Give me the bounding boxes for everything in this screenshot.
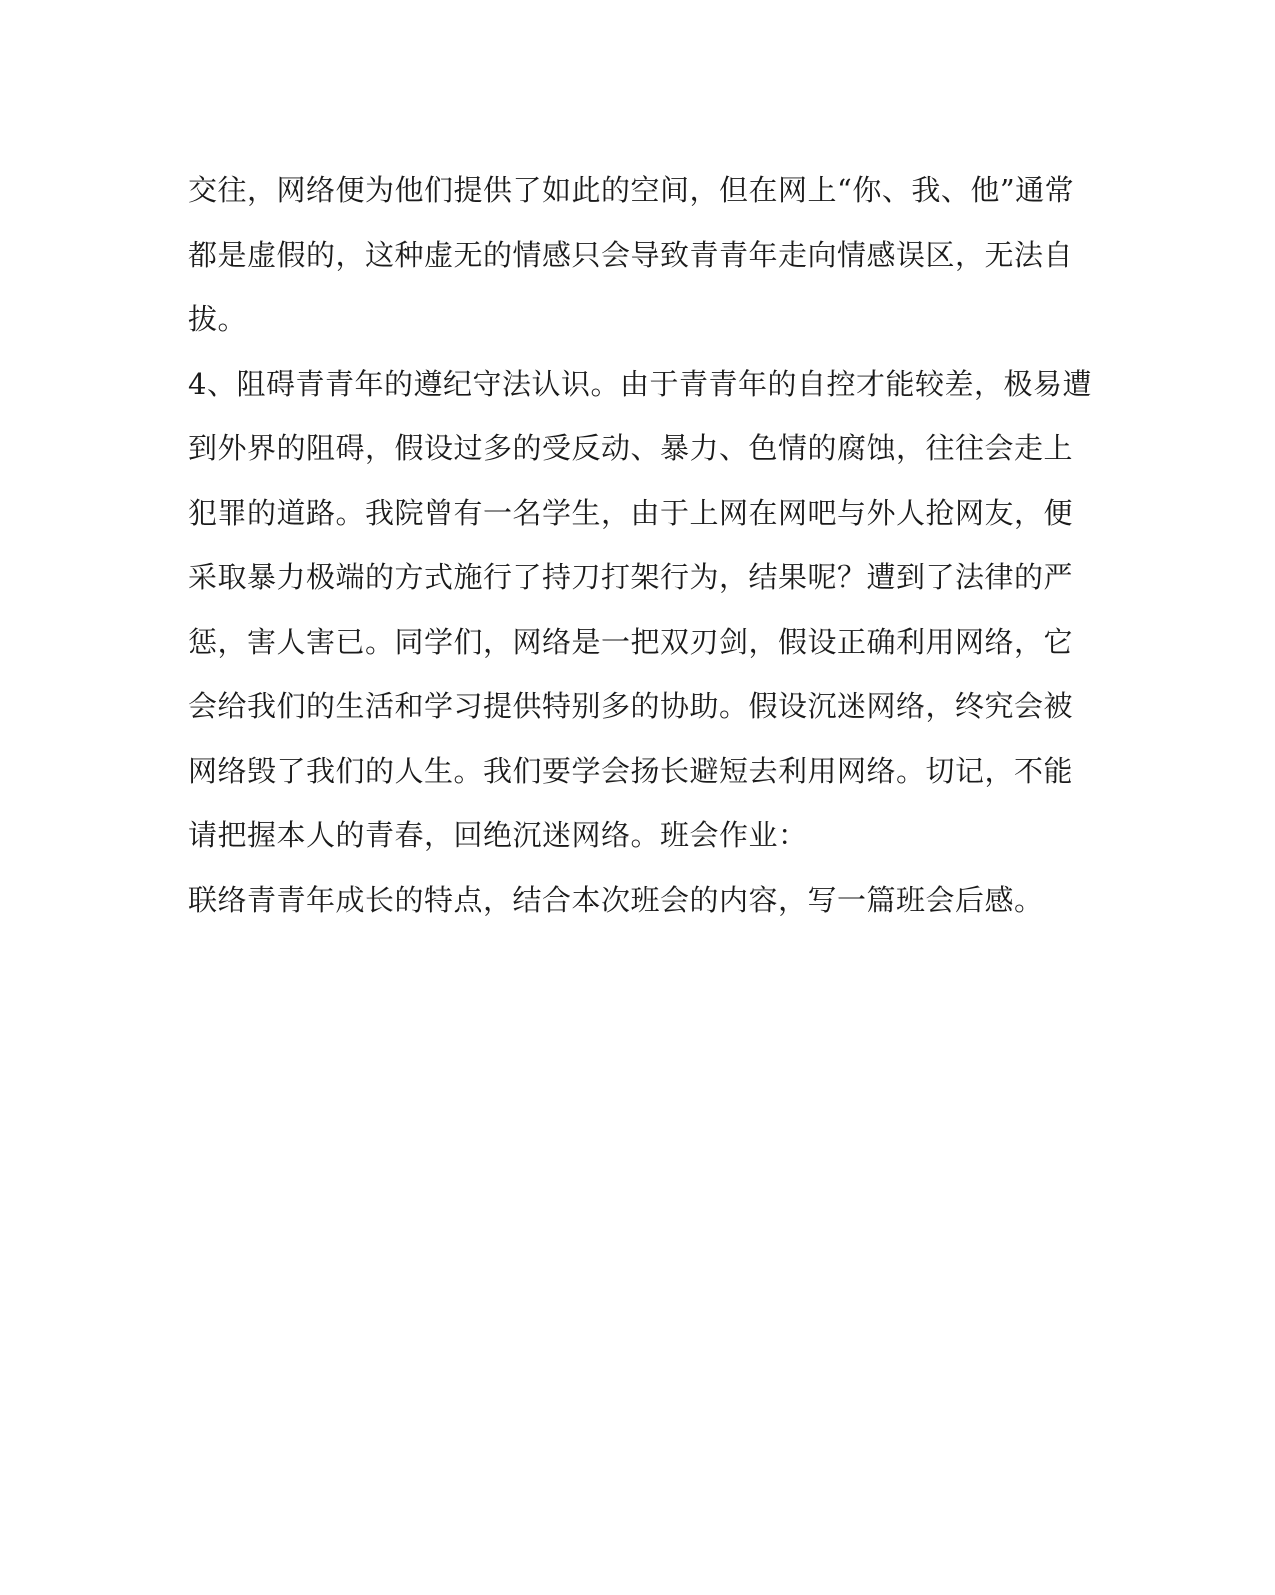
text-line: 网络毁了我们的人生。我们要学会扬长避短去利用网络。切记，不能 <box>188 753 1074 788</box>
text-line: 会给我们的生活和学习提供特别多的协助。假设沉迷网络，终究会被 <box>188 689 1074 723</box>
text-line: 4、阻碍青青年的遵纪守法认识。由于青青年的自控才能较差，极易遭 <box>188 366 1092 401</box>
text-line: 请把握本人的青春，回绝沉迷网络。班会作业： <box>188 818 808 852</box>
text-line: 采取暴力极端的方式施行了持刀打架行为，结果呢？遭到了法律的严 <box>188 560 1074 594</box>
text-line: 都是虚假的，这种虚无的情感只会导致青青年走向情感误区，无法自 <box>188 237 1074 272</box>
text-line: 交往，网络便为他们提供了如此的空间，但在网上“你、我、他”通常 <box>188 173 1075 207</box>
body-text <box>188 158 1092 932</box>
text-line: 惩，害人害已。同学们，网络是一把双刃剑，假设正确利用网络，它 <box>188 624 1074 659</box>
text-line: 到外界的阻碍，假设过多的受反动、暴力、色情的腐蚀，往往会走上 <box>188 431 1074 465</box>
text-line: 拔。 <box>188 302 248 336</box>
text-line: 联络青青年成长的特点，结合本次班会的内容，写一篇班会后感。 <box>188 882 1044 917</box>
text-line: 犯罪的道路。我院曾有一名学生，由于上网在网吧与外人抢网友，便 <box>188 495 1074 530</box>
